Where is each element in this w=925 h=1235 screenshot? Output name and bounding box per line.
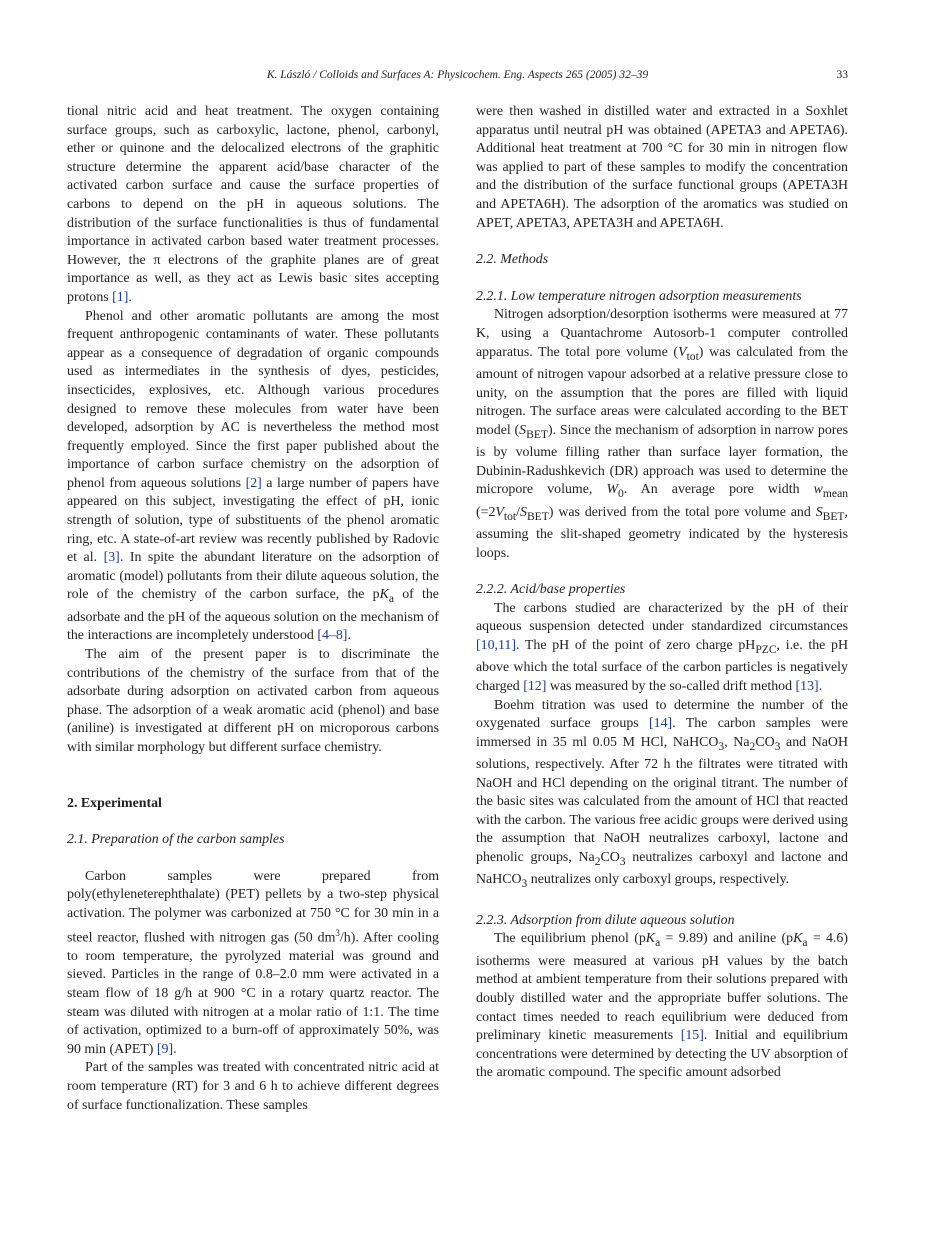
paragraph: The equilibrium phenol $(pK_a = 9.89)$ and aniline $(pK_a = 4.6)$ isotherms were measured at various pH values by the batch method at ambient temperature from their solutions prepared with doubly distilled water and the appropriate buffer solutions. The contact times needed to reach equilibrium were deduced from preliminary kinetic measurements [15]. Initial and equilibrium concentrations were determined by detecting the UV absorption of the aromatic compound. The specific amount adsorbed: [476, 931, 848, 1081]
page-number: 33: [836, 69, 848, 81]
reference-link[interactable]: [1]: [112, 289, 129, 305]
subsection-heading: 2.2.2. Acid/base properties: [476, 582, 626, 598]
subsection-heading: 2.2. Methods: [476, 252, 549, 268]
paragraph: Part of the samples was treated with concentrated nitric acid at room temperature (RT) for 3 and 6 h to achieve different degrees of surface functionalization. These samples: [67, 1060, 439, 1113]
reference-link[interactable]: [10,11]: [476, 637, 516, 653]
reference-link[interactable]: [2]: [245, 475, 262, 491]
paragraph: Phenol and other aromatic pollutants are among the most frequent anthropogenic contaminants of water. These pollutants appear as a consequence of degradation of organic compounds used as intermediates in the synthesis of dyes, pesticides, insecticides, explosives, etc. Although various procedures designed to remove these molecules from water have been developed, adsorption by AC is nevertheless the method most frequently employed. Since the first paper published about the importance of carbon surface chemistry on the adsorption of phenol from aqueous solutions [2] a large number of papers have appeared on this subject, investigating the effect of pH, ionic strength of solution, type of substituents of the phenol aromatic ring, etc. A state-of-art review was recently published by Radovic et al. [3]. In spite the abundant literature on the adsorption of aromatic (model) pollutants from their dilute aqueous solution, the role of the chemistry of the carbon surface, the $pK_a$ of the adsorbate and the pH of the aqueous solution on the mechanism of the interactions are incompletely understood [4–8].: [67, 308, 440, 644]
reference-link[interactable]: [14]: [649, 716, 673, 732]
subsection-heading: 2.1. Preparation of the carbon samples: [67, 832, 285, 848]
right-column: [476, 103, 848, 1083]
reference-link[interactable]: [4–8]: [317, 628, 348, 644]
reference-link[interactable]: [12]: [523, 678, 547, 694]
paragraph: Nitrogen adsorption/desorption isotherms were measured at 77 K, using a Quantachrome Autosorb-1 computer controlled apparatus. The total pore volume $(V_{tot})$ was calculated from the amount of nitrogen vapour adsorbed at a relative pressure close to unity, on the assumption that the pores are filled with liquid nitrogen. The surface areas were calculated according to the BET model $(S_{BET})$. Since the mechanism of adsorption in narrow pores is by volume filling rather than surface layer formation, the Dubinin-Radushkevich (DR) approach was used to determine the micropore volume, $W_0$. An average pore width $w_{mean}$ $(=2V_{tot}/S_{BET})$ was derived from the total pore volume and $S_{BET}$, assuming the slit-shaped geometry indicated by the hysteresis loops.: [476, 307, 848, 561]
section-heading: 2. Experimental: [67, 795, 162, 811]
reference-link[interactable]: [13]: [795, 678, 819, 694]
subsection-heading: 2.2.3. Adsorption from dilute aqueous solution: [476, 912, 735, 928]
left-column: [67, 103, 439, 1115]
paragraph: The aim of the present paper is to discriminate the contributions of the chemistry of the surface from that of the adsorbate during adsorption on activated carbon from aqueous phase. The adsorption of a weak aromatic acid (phenol) and base (aniline) is investigated at different pH on microporous carbons with similar morphology but different surface chemistry.: [67, 647, 439, 755]
reference-link[interactable]: [15]: [680, 1028, 704, 1044]
paragraph: Boehm titration was used to determine the number of the oxygenated surface groups [14]. The carbon samples were immersed in 35 ml 0.05 M HCl, NaHCO$_3$, $Na_2CO_3$ and NaOH solutions, respectively. After 72 h the filtrates were titrated with NaOH and HCl depending on the original titrant. The number of the basic sites was calculated from the amount of HCl that reacted with the carbon. The various free acidic groups were derived using the assumption that NaOH neutralizes carboxyl, lactone and phenolic groups, $Na_2CO_3$ neutralizes carboxyl and lactone and NaHCO$_3$ neutralizes only carboxyl groups, respectively.: [476, 697, 848, 891]
reference-link[interactable]: [3]: [103, 550, 120, 566]
journal-citation: K. László / Colloids and Surfaces A: Physicochem. Eng. Aspects 265 (2005) 32–39: [266, 69, 649, 81]
running-header: [67, 69, 848, 87]
paragraph: The carbons studied are characterized by the pH of their aqueous suspension detected under standardized circumstances [10,11]. The pH of the point of zero charge $pH_{PZC}$, i.e. the pH above which the total surface of the carbon particles is negatively charged [12] was measured by the so-called drift method [13].: [476, 600, 849, 694]
paragraph: Carbon samples were prepared from poly(ethyleneterephthalate) (PET) pellets by a two-step physical activation. The polymer was carbonized at 750 °C for 30 min in a steel reactor, flushed with nitrogen gas (50 $dm^3/h$). After cooling to room temperature, the pyrolyzed material was ground and sieved. Particles in the range of 0.8–2.0 mm were activated in a steam flow of 18 g/h at 900 °C in a rotary quartz reactor. The steam was diluted with nitrogen at a molar ratio of 1:1. The time of activation, optimized to a burn-off of approximately 50%, was 90 min (APET) [9].: [67, 868, 439, 1057]
paragraph: tional nitric acid and heat treatment. The oxygen containing surface groups, such as carboxylic, lactone, phenol, carbonyl, ether or quinone and the delocalized electrons of the graphitic structure determine the apparent acid/base character of the activated carbon surface and cause the surface properties of carbons to depend on the pH in aqueous solutions. The distribution of the surface functionalities is thus of fundamental importance in activated carbon based water treatment processes. However, the π electrons of the graphite planes are of great importance as well, as they act as Lewis basic sites accepting protons [1].: [67, 104, 439, 305]
reference-link[interactable]: [9]: [156, 1041, 174, 1057]
paragraph: were then washed in distilled water and extracted in a Soxhlet apparatus until neutral pH was obtained (APETA3 and APETA6). Additional heat treatment at 700 °C for 30 min in nitrogen flow was applied to part of these samples to modify the concentration and the distribution of the surface functional groups (APETA3H and APETA6H). The adsorption of the aromatics was studied on APET, APETA3, APETA3H and APETA6H.: [476, 104, 848, 231]
subsection-heading: 2.2.1. Low temperature nitrogen adsorption measurements: [476, 288, 802, 304]
